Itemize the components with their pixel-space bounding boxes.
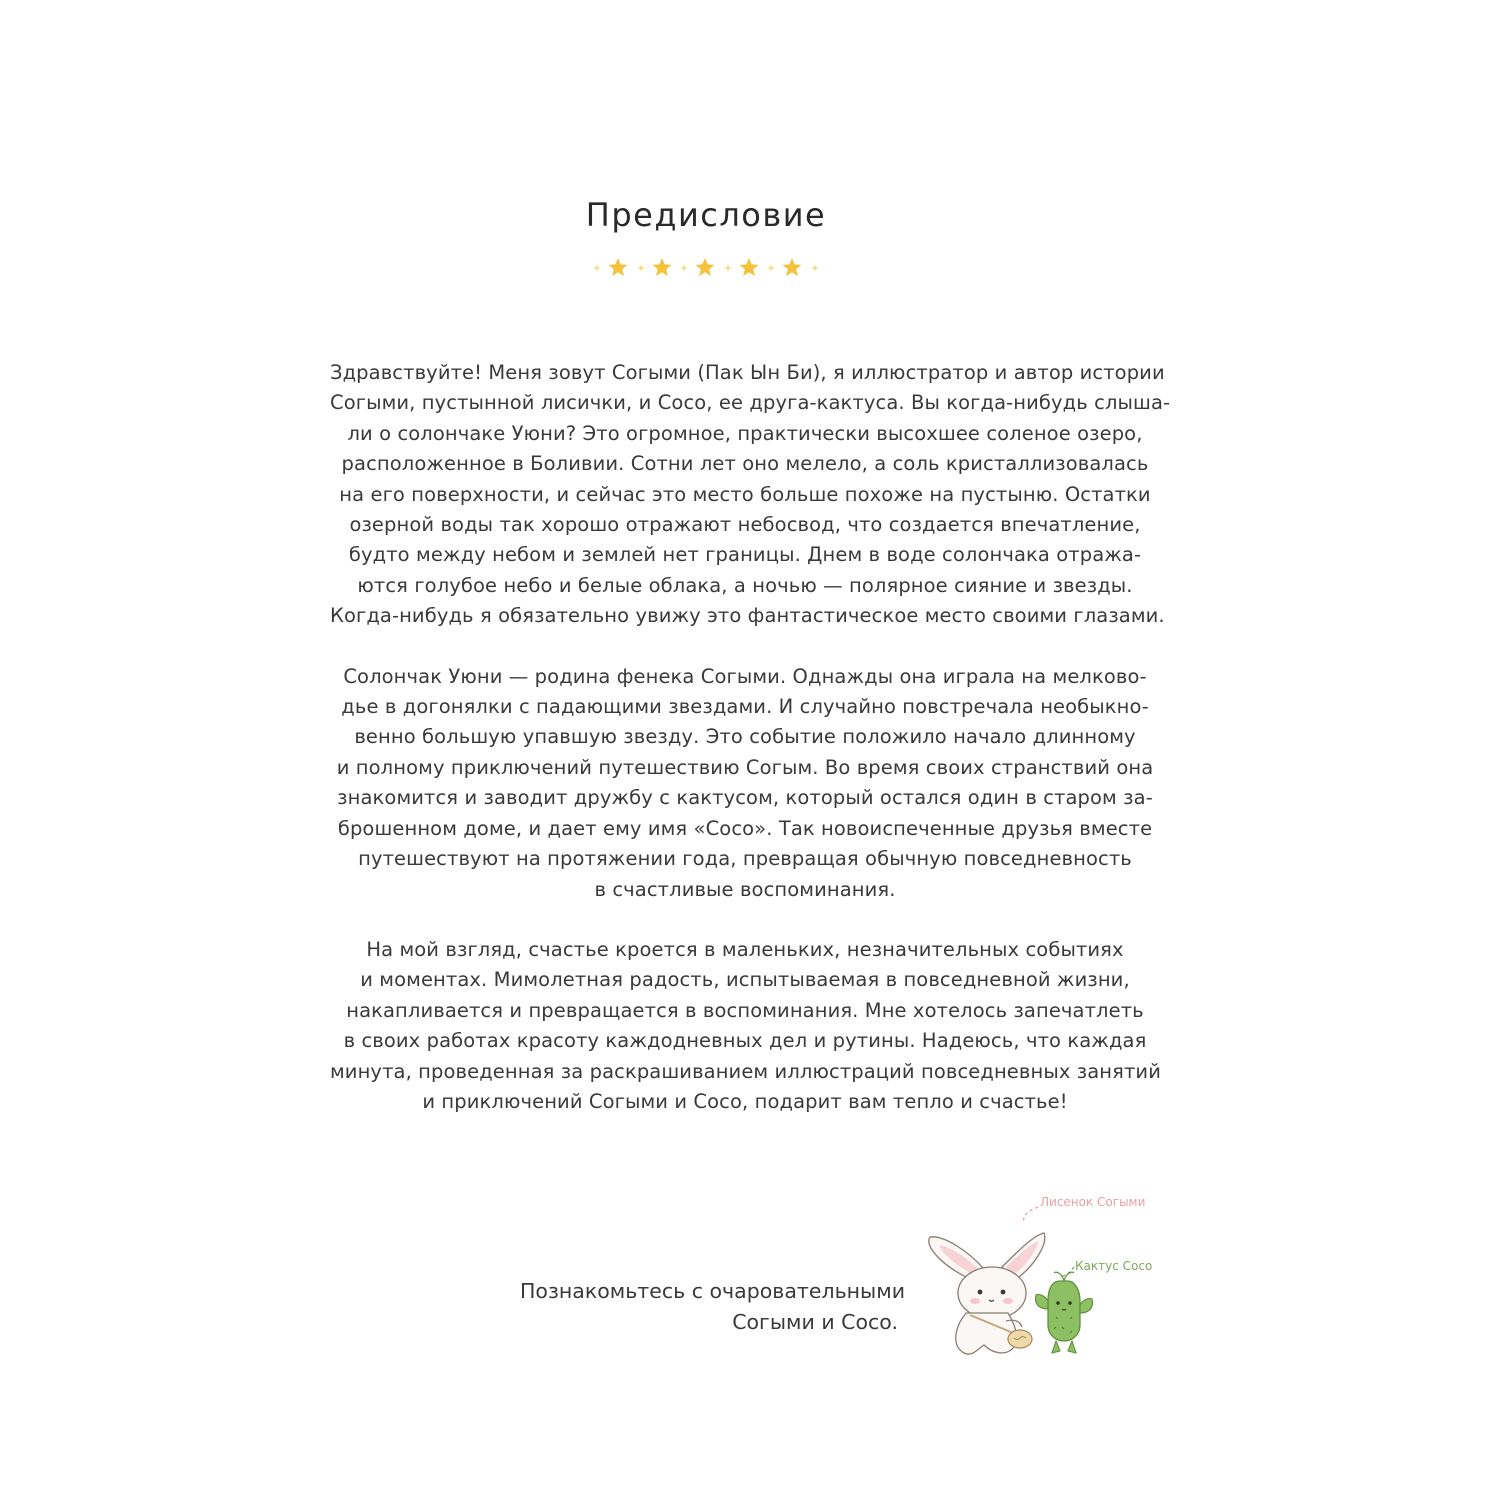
cactus-label: Кактус Соco (1075, 1259, 1153, 1273)
text-line: На мой взгляд, счастье кроется в маленьких, незначительных событиях (366, 937, 1124, 961)
fox-label: Лисенок Согыми (1040, 1195, 1146, 1209)
text-line: ются голубое небо и белые облака, а ночью — полярное сияние и звезды. (357, 573, 1133, 597)
text-line: путешествуют на протяжении года, превращая обычную повседневность (358, 847, 1132, 871)
text-line: и моментах. Мимолетная радость, испытываемая в повседневной жизни, (360, 968, 1130, 992)
paragraph-2 (330, 662, 1160, 905)
text-line: Когда-нибудь я обязательно увижу это фантастическое место своими глазами. (330, 604, 1165, 628)
text-line: Согыми, пустынной лисички, и Соco, ее друга-кактуса. Вы когда-нибудь слыша- (330, 391, 1171, 415)
text-line: в своих работах красоту каждодневных дел и рутины. Надеюсь, что каждая (343, 1029, 1147, 1053)
text-line: Солончак Уюни — родина фенека Согыми. Однажды она играла на мелково- (343, 664, 1147, 688)
text-line: и полному приключений путешествию Согым. Во время своих странствий она (336, 755, 1154, 779)
text-line: в счастливые воспоминания. (594, 877, 896, 901)
text-line: ли о солончаке Уюни? Это огромное, практически высохшее соленое озеро, (347, 421, 1143, 445)
cactus-icon (1036, 1272, 1093, 1353)
text-line: знакомится и заводит дружбу с кактусом, который остался один в старом за- (337, 786, 1153, 810)
text-line: накапливается и превращается в воспоминания. Мне хотелось запечатлеть (346, 998, 1144, 1022)
star-divider-icon (590, 253, 822, 281)
text-line: Здравствуйте! Меня зовут Согыми (Пак Ын Би), я иллюстратор и автор истории (330, 361, 1165, 384)
characters-illustration (910, 1185, 1160, 1375)
text-line: будто между небом и землей нет границы. Днем в воде солончака отража- (348, 543, 1142, 567)
paragraph-3 (330, 935, 1160, 1117)
text-line: Познакомьтесь с очаровательными (520, 1279, 906, 1303)
fennec-fox-icon (929, 1233, 1045, 1354)
text-line: брошенном доме, и дает ему имя «Соco». Так новоиспеченные друзья вместе (337, 816, 1153, 840)
text-line: Согыми и Соco. (732, 1310, 898, 1334)
paragraph-1 (330, 358, 1171, 632)
text-line: и приключений Согыми и Соco, подарит вам тепло и счастье! (422, 1089, 1068, 1113)
page-title: Предисловие (585, 196, 827, 234)
text-line: на его поверхности, и сейчас это место больше похоже на пустыню. Остатки (339, 482, 1151, 506)
text-line: дье в догонялки с падающими звездами. И случайно повстречала необыкно- (341, 695, 1149, 719)
preface-body (330, 358, 1171, 1147)
text-line: озерной воды так хорошо отражают небосвод, что создается впечатление, (349, 513, 1141, 537)
fox-label-pointer (1024, 1207, 1038, 1223)
closing-text (520, 1276, 906, 1338)
text-line: венно большую упавшую звезду. Это событие положило начало длинному (354, 725, 1136, 749)
text-line: минута, проведенная за раскрашиванием иллюстраций повседневных занятий (330, 1059, 1161, 1083)
text-line: расположенное в Боливии. Сотни лет оно мелело, а соль кристаллизовалась (341, 452, 1149, 476)
